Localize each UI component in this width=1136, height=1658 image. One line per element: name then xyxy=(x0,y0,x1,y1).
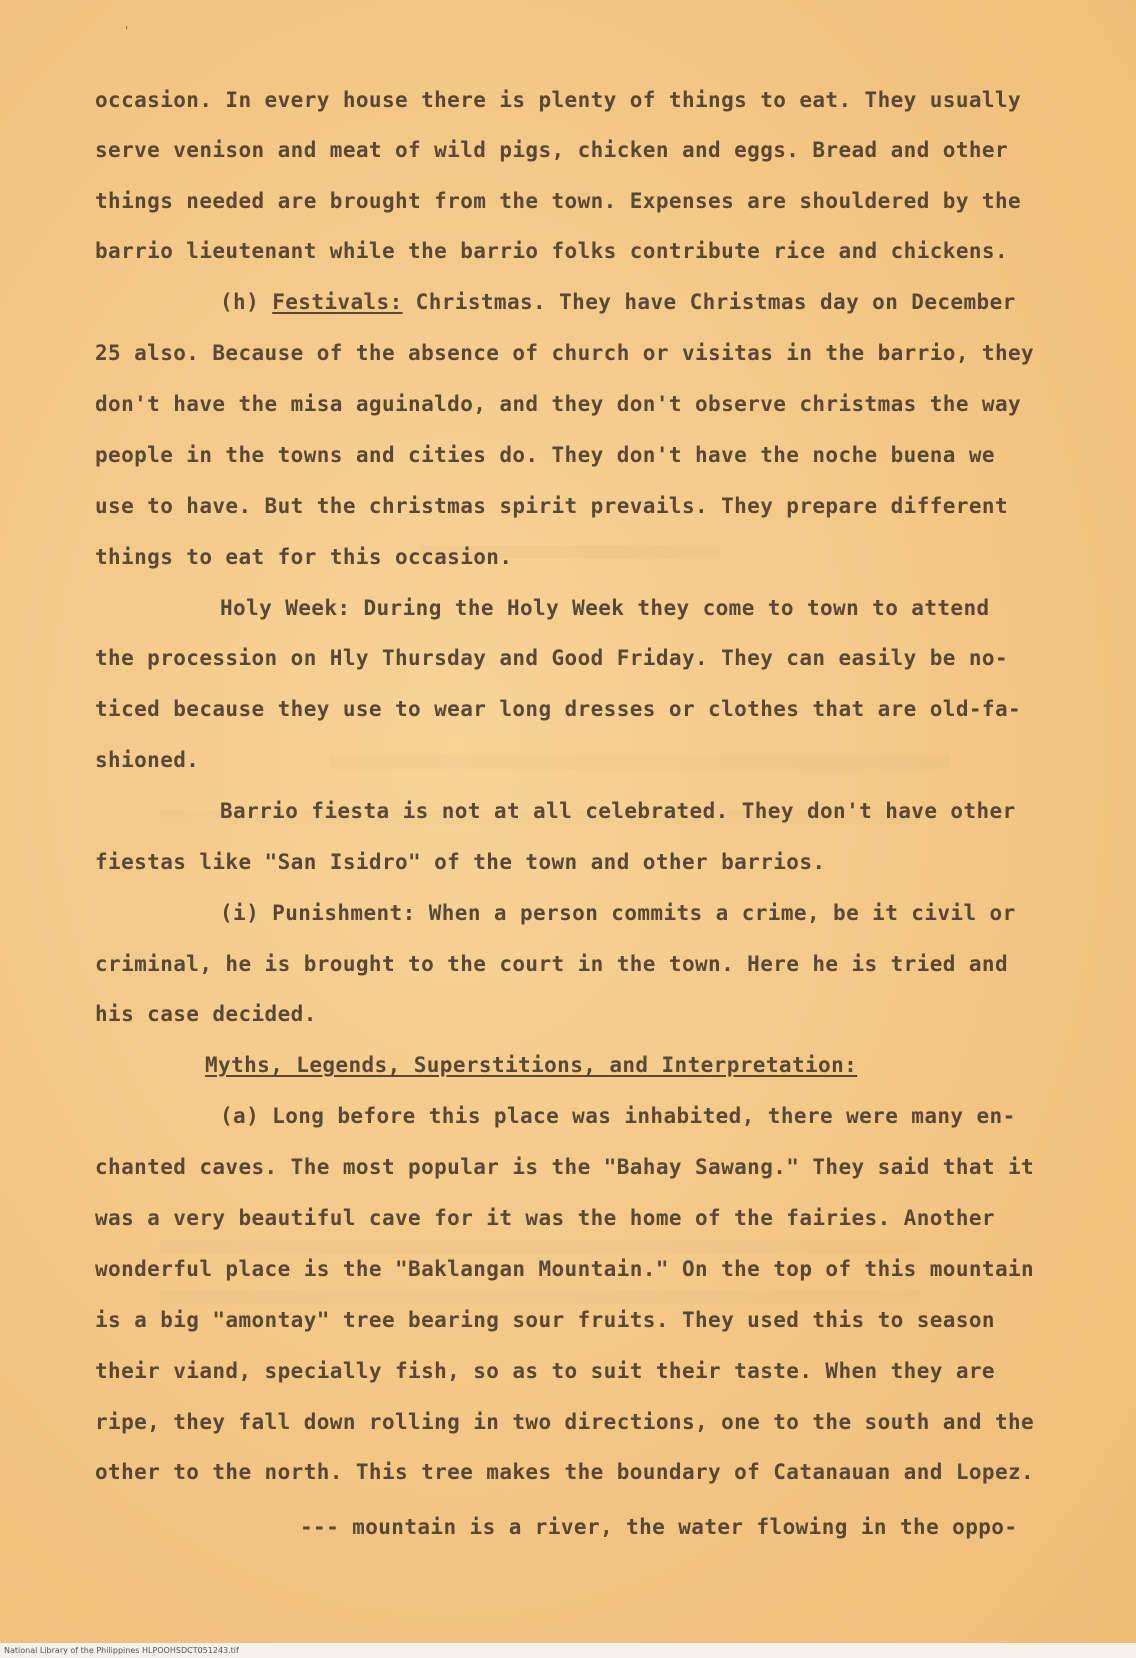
text-line: (a) Long before this place was inhabited, there were many en- xyxy=(220,1104,1016,1128)
text-line: things to eat for this occasion. xyxy=(95,545,513,569)
section-heading: Myths, Legends, Superstitions, and Interpretation: xyxy=(205,1053,858,1077)
text-line: wonderful place is the "Baklangan Mountain." On the top of this mountain xyxy=(95,1257,1035,1281)
bleed-through-2 xyxy=(330,755,950,769)
text-line: occasion. In every house there is plenty of things to eat. They usually xyxy=(95,88,1022,112)
text-line: is a big "amontay" tree bearing sour fruits. They used this to season xyxy=(95,1308,995,1332)
text-line: the procession on Hly Thursday and Good Friday. They can easily be no- xyxy=(95,646,1009,670)
text-line: don't have the misa aguinaldo, and they don't observe christmas the way xyxy=(95,392,1022,416)
line-prefix: (h) xyxy=(220,290,273,314)
section-heading: Festivals: xyxy=(272,290,403,314)
text-line: his case decided. xyxy=(95,1002,317,1026)
text-line: criminal, he is brought to the court in the town. Here he is tried and xyxy=(95,952,1009,976)
text-line: shioned. xyxy=(95,748,200,772)
text-line: Holy Week: During the Holy Week they come to town to attend xyxy=(220,596,990,620)
text-line: fiestas like "San Isidro" of the town and other barrios. xyxy=(95,850,826,874)
text-line: --- mountain is a river, the water flowing in the oppo- xyxy=(300,1515,1018,1539)
text-line: (i) Punishment: When a person commits a crime, be it civil or xyxy=(220,901,1016,925)
text-line: 25 also. Because of the absence of church or visitas in the barrio, they xyxy=(95,341,1035,365)
line-text: Christmas. They have Christmas day on December xyxy=(402,290,1016,314)
text-line: chanted caves. The most popular is the "Bahay Sawang." They said that it xyxy=(95,1155,1035,1179)
text-line: things needed are brought from the town. Expenses are shouldered by the xyxy=(95,189,1022,213)
text-line: was a very beautiful cave for it was the home of the fairies. Another xyxy=(95,1206,995,1230)
text-line: Barrio fiesta is not at all celebrated. They don't have other xyxy=(220,799,1016,823)
text-line xyxy=(220,290,1016,314)
text-line: ripe, they fall down rolling in two directions, one to the south and the xyxy=(95,1410,1035,1434)
text-line: people in the towns and cities do. They don't have the noche buena we xyxy=(95,443,995,467)
text-line: their viand, specially fish, so as to suit their taste. When they are xyxy=(95,1359,995,1383)
bleed-through-4 xyxy=(160,1240,920,1254)
bleed-through-5 xyxy=(160,1290,920,1304)
text-line xyxy=(205,1053,857,1077)
footer-caption: National Library of the Philippines HLPOOHSDCT051243.tif xyxy=(0,1643,1136,1658)
text-line: barrio lieutenant while the barrio folks contribute rice and chickens. xyxy=(95,239,1009,263)
corner-mark: ' xyxy=(123,24,131,38)
text-line: ticed because they use to wear long dresses or clothes that are old-fa- xyxy=(95,697,1022,721)
text-line: other to the north. This tree makes the boundary of Catanauan and Lopez. xyxy=(95,1460,1035,1484)
text-line: use to have. But the christmas spirit prevails. They prepare different xyxy=(95,494,1009,518)
text-line: serve venison and meat of wild pigs, chicken and eggs. Bread and other xyxy=(95,138,1009,162)
